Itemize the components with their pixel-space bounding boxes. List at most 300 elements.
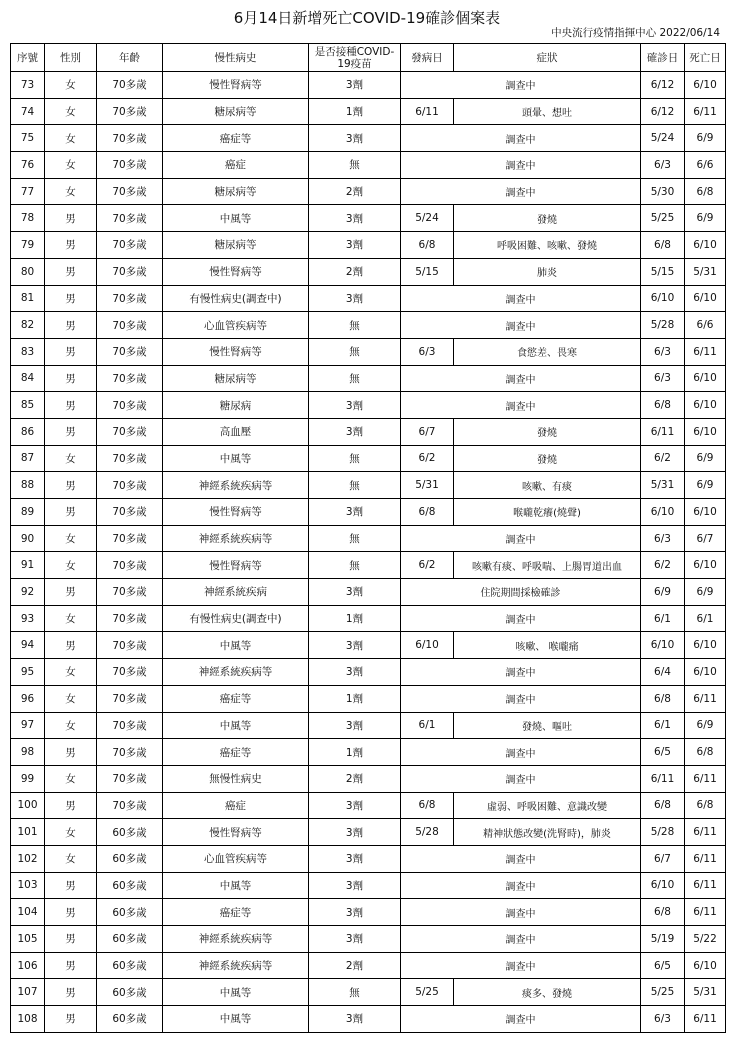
cell-sex: 男 xyxy=(45,258,97,285)
cell-seq: 88 xyxy=(11,472,45,499)
cell-vaccine: 3劑 xyxy=(309,499,401,526)
cell-seq: 100 xyxy=(11,792,45,819)
table-row xyxy=(11,205,726,232)
cell-seq: 76 xyxy=(11,152,45,179)
cell-vaccine: 3劑 xyxy=(309,125,401,152)
cell-death: 6/1 xyxy=(685,605,726,632)
cell-diagnosis: 6/11 xyxy=(641,418,685,445)
cell-vaccine: 無 xyxy=(309,338,401,365)
cell-diagnosis: 6/8 xyxy=(641,899,685,926)
cell-chronic: 中風等 xyxy=(163,979,309,1006)
table-header-row xyxy=(11,44,726,72)
table-row xyxy=(11,845,726,872)
cell-age: 60多歲 xyxy=(97,952,163,979)
table-row xyxy=(11,952,726,979)
cell-diagnosis: 6/1 xyxy=(641,605,685,632)
cell-sex: 男 xyxy=(45,632,97,659)
cell-age: 70多歲 xyxy=(97,605,163,632)
cell-age: 70多歲 xyxy=(97,499,163,526)
cell-age: 70多歲 xyxy=(97,285,163,312)
cell-vaccine: 3劑 xyxy=(309,579,401,606)
cell-age: 70多歲 xyxy=(97,365,163,392)
cell-chronic: 中風等 xyxy=(163,632,309,659)
cell-age: 70多歲 xyxy=(97,418,163,445)
cell-chronic: 神經系統疾病等 xyxy=(163,926,309,953)
cell-chronic: 糖尿病等 xyxy=(163,98,309,125)
cell-symptoms: 虛弱、呼吸困難、意識改變 xyxy=(454,792,641,819)
cell-vaccine: 3劑 xyxy=(309,926,401,953)
cell-diagnosis: 5/15 xyxy=(641,258,685,285)
header-onset: 發病日 xyxy=(401,44,454,72)
cell-symptoms: 調查中 xyxy=(401,72,641,99)
table-row xyxy=(11,605,726,632)
cell-sex: 男 xyxy=(45,232,97,259)
cell-diagnosis: 5/25 xyxy=(641,205,685,232)
table-row xyxy=(11,579,726,606)
cell-seq: 99 xyxy=(11,765,45,792)
cell-symptoms: 調查中 xyxy=(401,926,641,953)
cell-vaccine: 3劑 xyxy=(309,418,401,445)
cell-vaccine: 無 xyxy=(309,365,401,392)
header-seq: 序號 xyxy=(11,44,45,72)
cell-sex: 女 xyxy=(45,765,97,792)
table-row xyxy=(11,445,726,472)
cell-death: 6/10 xyxy=(685,418,726,445)
cell-vaccine: 3劑 xyxy=(309,632,401,659)
cell-diagnosis: 6/8 xyxy=(641,792,685,819)
cell-age: 70多歲 xyxy=(97,72,163,99)
cell-symptoms: 調查中 xyxy=(401,285,641,312)
cell-vaccine: 2劑 xyxy=(309,765,401,792)
cell-sex: 女 xyxy=(45,819,97,846)
table-row xyxy=(11,552,726,579)
cell-chronic: 慢性腎病等 xyxy=(163,258,309,285)
cell-death: 6/11 xyxy=(685,685,726,712)
page-title: 6月14日新增死亡COVID-19確診個案表 xyxy=(233,9,501,27)
cell-death: 6/8 xyxy=(685,739,726,766)
table-row xyxy=(11,739,726,766)
cell-death: 5/31 xyxy=(685,979,726,1006)
table-row xyxy=(11,685,726,712)
cell-seq: 89 xyxy=(11,499,45,526)
cell-chronic: 中風等 xyxy=(163,872,309,899)
cell-seq: 73 xyxy=(11,72,45,99)
cell-symptoms: 調查中 xyxy=(401,845,641,872)
cell-diagnosis: 5/24 xyxy=(641,125,685,152)
cell-symptoms: 喉嚨乾癢(燒聲) xyxy=(454,499,641,526)
cell-symptoms: 食慾差、畏寒 xyxy=(454,338,641,365)
cell-chronic: 中風等 xyxy=(163,712,309,739)
table-row xyxy=(11,712,726,739)
cell-chronic: 心血管疾病等 xyxy=(163,845,309,872)
cell-diagnosis: 5/28 xyxy=(641,312,685,339)
cell-symptoms: 發燒、嘔吐 xyxy=(454,712,641,739)
cell-sex: 女 xyxy=(45,125,97,152)
cell-onset: 6/8 xyxy=(401,792,454,819)
cell-death: 6/9 xyxy=(685,125,726,152)
cell-seq: 90 xyxy=(11,525,45,552)
cell-symptoms: 調查中 xyxy=(401,1006,641,1033)
cell-seq: 94 xyxy=(11,632,45,659)
cell-chronic: 無慢性病史 xyxy=(163,765,309,792)
cell-age: 60多歲 xyxy=(97,926,163,953)
header-sex: 性別 xyxy=(45,44,97,72)
cell-diagnosis: 6/12 xyxy=(641,98,685,125)
cell-vaccine: 3劑 xyxy=(309,659,401,686)
cell-seq: 77 xyxy=(11,178,45,205)
cell-vaccine: 1劑 xyxy=(309,739,401,766)
cell-vaccine: 3劑 xyxy=(309,72,401,99)
cell-vaccine: 3劑 xyxy=(309,899,401,926)
cell-diagnosis: 6/8 xyxy=(641,392,685,419)
cell-sex: 男 xyxy=(45,312,97,339)
cell-death: 6/9 xyxy=(685,445,726,472)
source-line: 中央流行疫情指揮中心 2022/06/14 xyxy=(551,27,720,39)
cell-seq: 103 xyxy=(11,872,45,899)
cell-death: 6/11 xyxy=(685,845,726,872)
cell-diagnosis: 5/28 xyxy=(641,819,685,846)
cell-age: 60多歲 xyxy=(97,819,163,846)
cell-seq: 75 xyxy=(11,125,45,152)
cell-diagnosis: 6/3 xyxy=(641,338,685,365)
cell-death: 6/10 xyxy=(685,392,726,419)
cell-vaccine: 1劑 xyxy=(309,685,401,712)
cell-death: 6/9 xyxy=(685,205,726,232)
cell-sex: 女 xyxy=(45,445,97,472)
cell-age: 70多歲 xyxy=(97,552,163,579)
cell-chronic: 癌症 xyxy=(163,152,309,179)
cell-death: 6/11 xyxy=(685,765,726,792)
table-row xyxy=(11,525,726,552)
table-row xyxy=(11,632,726,659)
table-row xyxy=(11,392,726,419)
cell-symptoms: 調查中 xyxy=(401,765,641,792)
cell-age: 70多歲 xyxy=(97,685,163,712)
cell-sex: 男 xyxy=(45,952,97,979)
cell-seq: 91 xyxy=(11,552,45,579)
cell-chronic: 慢性腎病等 xyxy=(163,552,309,579)
cell-age: 70多歲 xyxy=(97,632,163,659)
cell-age: 70多歲 xyxy=(97,98,163,125)
cell-death: 6/6 xyxy=(685,152,726,179)
cell-age: 70多歲 xyxy=(97,392,163,419)
table-row xyxy=(11,979,726,1006)
table-row xyxy=(11,1006,726,1033)
cell-symptoms: 調查中 xyxy=(401,125,641,152)
cell-seq: 106 xyxy=(11,952,45,979)
cell-seq: 101 xyxy=(11,819,45,846)
cell-chronic: 有慢性病史(調查中) xyxy=(163,285,309,312)
cell-vaccine: 3劑 xyxy=(309,845,401,872)
cell-age: 60多歲 xyxy=(97,872,163,899)
cell-sex: 男 xyxy=(45,472,97,499)
cell-onset: 5/31 xyxy=(401,472,454,499)
cell-seq: 82 xyxy=(11,312,45,339)
cell-seq: 97 xyxy=(11,712,45,739)
cell-chronic: 神經系統疾病等 xyxy=(163,659,309,686)
cell-vaccine: 無 xyxy=(309,979,401,1006)
cell-symptoms: 調查中 xyxy=(401,952,641,979)
cell-chronic: 癌症等 xyxy=(163,125,309,152)
cell-symptoms: 調查中 xyxy=(401,872,641,899)
cell-seq: 78 xyxy=(11,205,45,232)
cell-sex: 男 xyxy=(45,579,97,606)
table-row xyxy=(11,152,726,179)
cell-sex: 男 xyxy=(45,899,97,926)
cell-death: 6/10 xyxy=(685,659,726,686)
cell-chronic: 癌症等 xyxy=(163,899,309,926)
cell-seq: 92 xyxy=(11,579,45,606)
cell-sex: 女 xyxy=(45,178,97,205)
cell-seq: 93 xyxy=(11,605,45,632)
cell-vaccine: 3劑 xyxy=(309,1006,401,1033)
cell-sex: 女 xyxy=(45,72,97,99)
table-row xyxy=(11,872,726,899)
cell-seq: 79 xyxy=(11,232,45,259)
header-symptoms: 症狀 xyxy=(454,44,641,72)
cell-diagnosis: 6/3 xyxy=(641,1006,685,1033)
table-row xyxy=(11,365,726,392)
cell-death: 6/11 xyxy=(685,819,726,846)
cell-diagnosis: 6/3 xyxy=(641,152,685,179)
cell-age: 70多歲 xyxy=(97,338,163,365)
cell-seq: 104 xyxy=(11,899,45,926)
cell-seq: 86 xyxy=(11,418,45,445)
cell-sex: 男 xyxy=(45,338,97,365)
cell-diagnosis: 6/11 xyxy=(641,765,685,792)
cell-death: 6/10 xyxy=(685,365,726,392)
cell-vaccine: 3劑 xyxy=(309,872,401,899)
cell-seq: 96 xyxy=(11,685,45,712)
table-row xyxy=(11,418,726,445)
cell-diagnosis: 6/8 xyxy=(641,685,685,712)
cell-age: 70多歲 xyxy=(97,659,163,686)
cell-symptoms: 調查中 xyxy=(401,605,641,632)
cell-death: 6/11 xyxy=(685,872,726,899)
cell-seq: 87 xyxy=(11,445,45,472)
cell-death: 5/22 xyxy=(685,926,726,953)
cell-symptoms: 咳嗽有痰、呼吸喘、上腸胃道出血 xyxy=(454,552,641,579)
cell-symptoms: 調查中 xyxy=(401,152,641,179)
cell-vaccine: 無 xyxy=(309,525,401,552)
cell-age: 70多歲 xyxy=(97,765,163,792)
cell-vaccine: 1劑 xyxy=(309,605,401,632)
cell-seq: 107 xyxy=(11,979,45,1006)
table-row xyxy=(11,472,726,499)
cell-symptoms: 調查中 xyxy=(401,659,641,686)
cell-chronic: 癌症 xyxy=(163,792,309,819)
cell-symptoms: 調查中 xyxy=(401,178,641,205)
cell-vaccine: 3劑 xyxy=(309,792,401,819)
cell-symptoms: 調查中 xyxy=(401,685,641,712)
cell-onset: 6/7 xyxy=(401,418,454,445)
cell-chronic: 神經系統疾病等 xyxy=(163,952,309,979)
cases-table xyxy=(10,43,726,1033)
cell-vaccine: 無 xyxy=(309,552,401,579)
cell-vaccine: 3劑 xyxy=(309,712,401,739)
cell-age: 60多歲 xyxy=(97,899,163,926)
cell-sex: 男 xyxy=(45,205,97,232)
cell-vaccine: 無 xyxy=(309,472,401,499)
cell-seq: 81 xyxy=(11,285,45,312)
cell-symptoms: 發燒 xyxy=(454,445,641,472)
cell-death: 6/8 xyxy=(685,178,726,205)
cell-death: 6/10 xyxy=(685,72,726,99)
cell-symptoms: 咳嗽、 喉嚨痛 xyxy=(454,632,641,659)
cell-sex: 女 xyxy=(45,552,97,579)
cell-diagnosis: 6/8 xyxy=(641,232,685,259)
cell-seq: 84 xyxy=(11,365,45,392)
cell-sex: 男 xyxy=(45,926,97,953)
table-row xyxy=(11,72,726,99)
cell-chronic: 中風等 xyxy=(163,1006,309,1033)
cell-chronic: 心血管疾病等 xyxy=(163,312,309,339)
table-row xyxy=(11,926,726,953)
cell-sex: 男 xyxy=(45,499,97,526)
header-age: 年齡 xyxy=(97,44,163,72)
cell-death: 6/10 xyxy=(685,632,726,659)
cell-seq: 85 xyxy=(11,392,45,419)
cell-death: 6/10 xyxy=(685,232,726,259)
cell-diagnosis: 6/1 xyxy=(641,712,685,739)
table-row xyxy=(11,792,726,819)
cell-age: 70多歲 xyxy=(97,125,163,152)
cell-diagnosis: 5/30 xyxy=(641,178,685,205)
cell-vaccine: 無 xyxy=(309,152,401,179)
table-row xyxy=(11,125,726,152)
cell-onset: 6/1 xyxy=(401,712,454,739)
cell-vaccine: 3劑 xyxy=(309,392,401,419)
table-row xyxy=(11,178,726,205)
table-row xyxy=(11,98,726,125)
cell-symptoms: 頭暈、想吐 xyxy=(454,98,641,125)
cell-death: 6/10 xyxy=(685,285,726,312)
cell-diagnosis: 6/2 xyxy=(641,445,685,472)
cell-symptoms: 發燒 xyxy=(454,205,641,232)
table-row xyxy=(11,659,726,686)
cell-seq: 74 xyxy=(11,98,45,125)
table-row xyxy=(11,312,726,339)
cell-symptoms: 肺炎 xyxy=(454,258,641,285)
header-vaccine: 是否接種COVID-19疫苗 xyxy=(309,44,401,72)
cell-age: 70多歲 xyxy=(97,152,163,179)
cell-sex: 男 xyxy=(45,979,97,1006)
cell-death: 6/9 xyxy=(685,472,726,499)
cell-onset: 6/2 xyxy=(401,552,454,579)
cell-age: 70多歲 xyxy=(97,579,163,606)
cell-onset: 6/8 xyxy=(401,232,454,259)
table-row xyxy=(11,499,726,526)
cell-symptoms: 調查中 xyxy=(401,312,641,339)
cell-chronic: 神經系統疾病等 xyxy=(163,472,309,499)
cell-vaccine: 3劑 xyxy=(309,819,401,846)
cell-onset: 5/25 xyxy=(401,979,454,1006)
cell-diagnosis: 6/12 xyxy=(641,72,685,99)
cell-death: 6/11 xyxy=(685,338,726,365)
cell-diagnosis: 6/5 xyxy=(641,739,685,766)
cell-seq: 83 xyxy=(11,338,45,365)
cell-sex: 女 xyxy=(45,685,97,712)
cell-chronic: 癌症等 xyxy=(163,685,309,712)
cell-symptoms: 調查中 xyxy=(401,739,641,766)
cell-vaccine: 2劑 xyxy=(309,178,401,205)
cell-symptoms: 呼吸困難、咳嗽、發燒 xyxy=(454,232,641,259)
cell-diagnosis: 6/10 xyxy=(641,285,685,312)
cell-vaccine: 3劑 xyxy=(309,205,401,232)
table-row xyxy=(11,338,726,365)
cell-chronic: 慢性腎病等 xyxy=(163,72,309,99)
cell-onset: 5/15 xyxy=(401,258,454,285)
cell-death: 6/11 xyxy=(685,899,726,926)
cell-onset: 6/2 xyxy=(401,445,454,472)
cell-symptoms: 精神狀態改變(洗腎時)，肺炎 xyxy=(454,819,641,846)
cell-sex: 女 xyxy=(45,659,97,686)
cell-age: 70多歲 xyxy=(97,525,163,552)
table-row xyxy=(11,819,726,846)
cell-death: 6/10 xyxy=(685,499,726,526)
cell-sex: 男 xyxy=(45,792,97,819)
cell-sex: 男 xyxy=(45,1006,97,1033)
cell-symptoms: 調查中 xyxy=(401,899,641,926)
cell-vaccine: 無 xyxy=(309,312,401,339)
cell-symptoms: 調查中 xyxy=(401,365,641,392)
cell-symptoms: 發燒 xyxy=(454,418,641,445)
table-row xyxy=(11,232,726,259)
cell-onset: 6/3 xyxy=(401,338,454,365)
cell-symptoms: 調查中 xyxy=(401,525,641,552)
header-chronic: 慢性病史 xyxy=(163,44,309,72)
cell-age: 70多歲 xyxy=(97,205,163,232)
cell-diagnosis: 6/7 xyxy=(641,845,685,872)
cell-death: 6/9 xyxy=(685,712,726,739)
cell-symptoms: 咳嗽、有痰 xyxy=(454,472,641,499)
cell-seq: 102 xyxy=(11,845,45,872)
cell-age: 70多歲 xyxy=(97,739,163,766)
table-row xyxy=(11,258,726,285)
cell-diagnosis: 5/19 xyxy=(641,926,685,953)
cell-death: 6/11 xyxy=(685,1006,726,1033)
cell-sex: 女 xyxy=(45,845,97,872)
cell-chronic: 中風等 xyxy=(163,205,309,232)
cell-chronic: 慢性腎病等 xyxy=(163,819,309,846)
cell-chronic: 神經系統疾病 xyxy=(163,579,309,606)
cell-onset: 5/24 xyxy=(401,205,454,232)
cell-age: 60多歲 xyxy=(97,979,163,1006)
cell-sex: 男 xyxy=(45,872,97,899)
header-diagnosis: 確診日 xyxy=(641,44,685,72)
cell-death: 6/10 xyxy=(685,952,726,979)
cell-chronic: 糖尿病等 xyxy=(163,178,309,205)
cell-death: 6/10 xyxy=(685,552,726,579)
cell-vaccine: 2劑 xyxy=(309,952,401,979)
cell-onset: 5/28 xyxy=(401,819,454,846)
cell-age: 70多歲 xyxy=(97,232,163,259)
cell-sex: 女 xyxy=(45,98,97,125)
cell-chronic: 神經系統疾病等 xyxy=(163,525,309,552)
cell-chronic: 糖尿病等 xyxy=(163,232,309,259)
cell-sex: 女 xyxy=(45,605,97,632)
table-row xyxy=(11,765,726,792)
cell-diagnosis: 6/2 xyxy=(641,552,685,579)
cell-diagnosis: 6/10 xyxy=(641,499,685,526)
cell-chronic: 慢性腎病等 xyxy=(163,338,309,365)
cell-age: 60多歲 xyxy=(97,845,163,872)
cell-onset: 6/11 xyxy=(401,98,454,125)
cell-seq: 105 xyxy=(11,926,45,953)
cell-chronic: 癌症等 xyxy=(163,739,309,766)
table-row xyxy=(11,899,726,926)
cell-sex: 男 xyxy=(45,739,97,766)
